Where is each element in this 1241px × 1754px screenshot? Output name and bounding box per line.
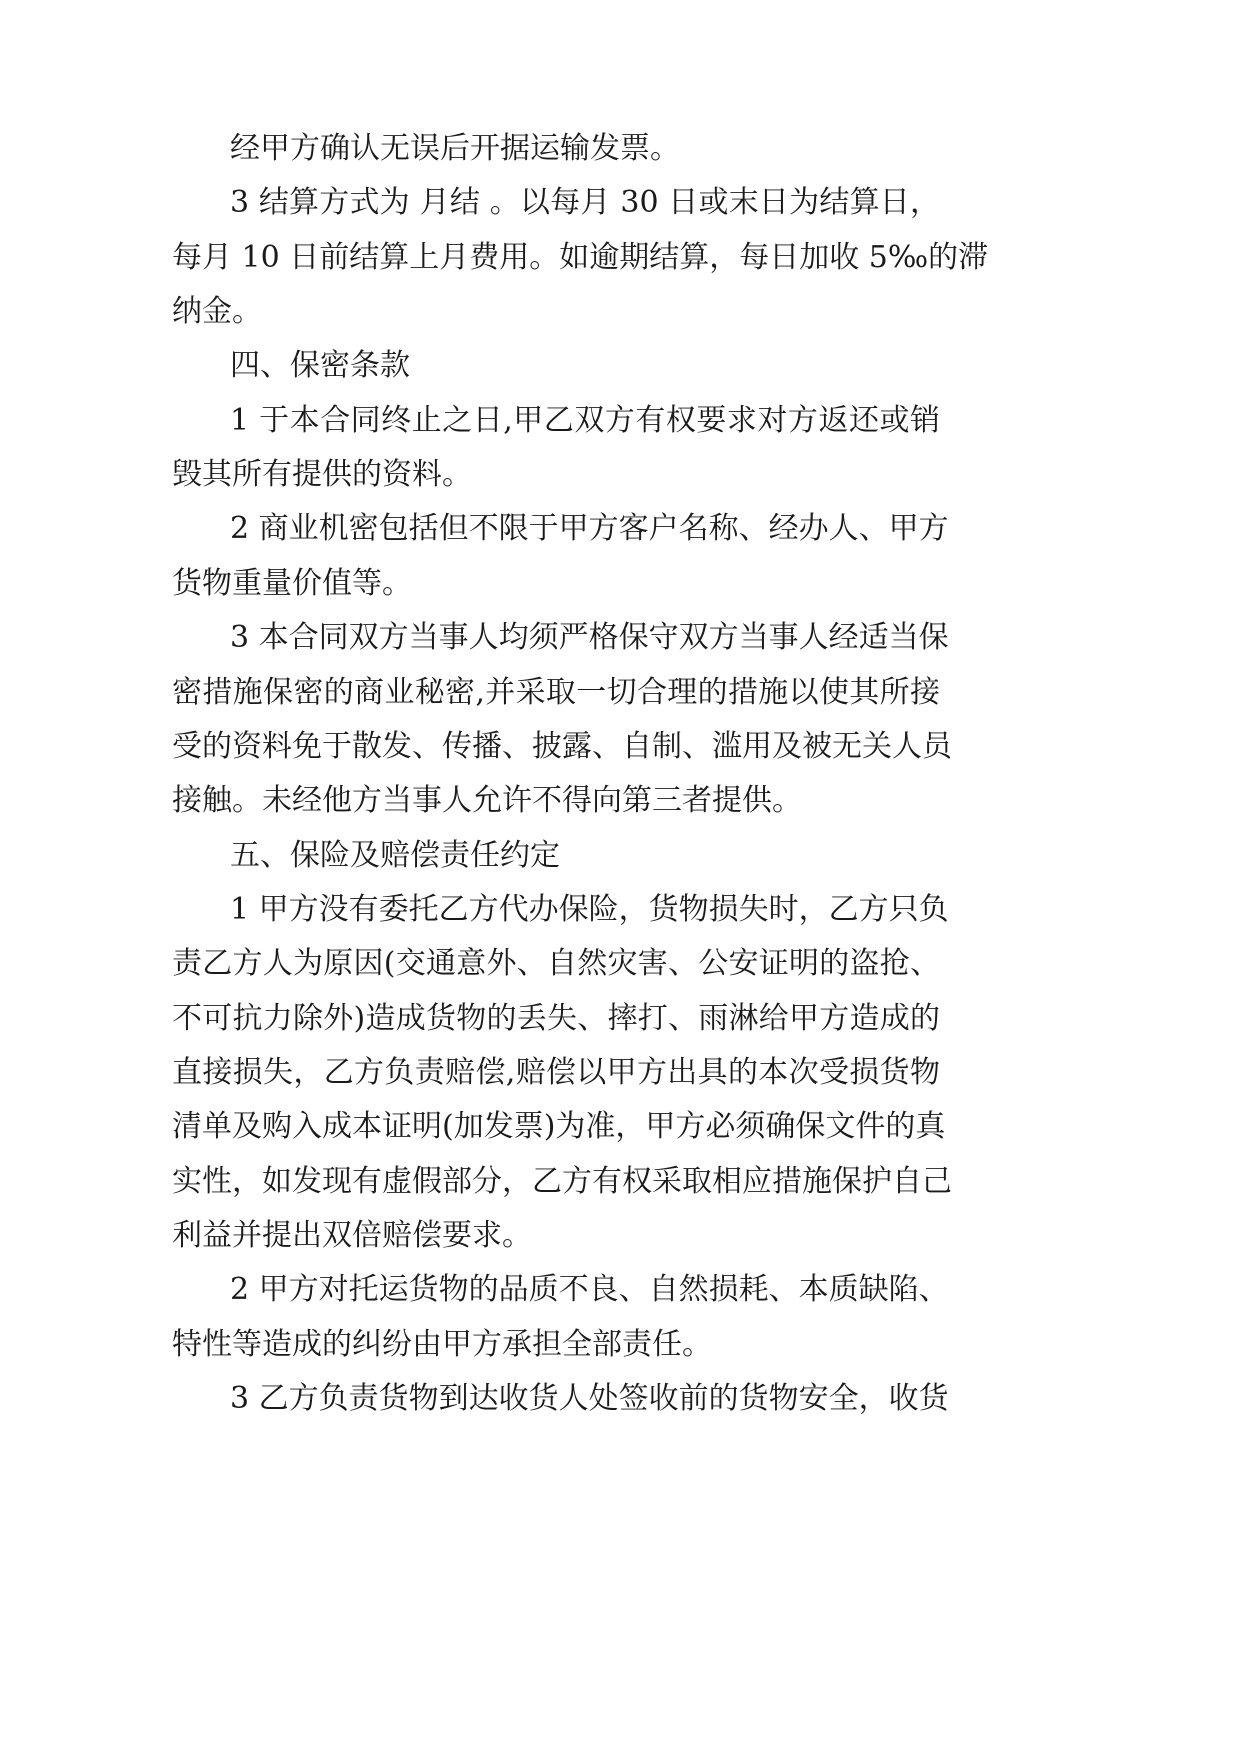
text-line: 纳金。 <box>172 294 262 329</box>
text-line: 责乙方人为原因(交通意外、自然灾害、公安证明的盗抢、 <box>172 946 940 981</box>
text-line: 四、保密条款 <box>230 348 410 383</box>
text-line: 五、保险及赔偿责任约定 <box>230 838 560 873</box>
text-line: 不可抗力除外)造成货物的丢失、摔打、雨淋给甲方造成的 <box>172 1001 940 1036</box>
text-line: 3 本合同双方当事人均须严格保守双方当事人经适当保 <box>230 620 949 655</box>
text-line: 清单及购入成本证明(加发票)为准，甲方必须确保文件的真 <box>172 1109 946 1144</box>
text-line: 2 商业机密包括但不限于甲方客户名称、经办人、甲方 <box>230 511 949 546</box>
text-line: 3 乙方负责货物到达收货人处签收前的货物安全，收货 <box>230 1381 949 1416</box>
text-line: 2 甲方对托运货物的品质不良、自然损耗、本质缺陷、 <box>230 1272 949 1307</box>
text-line: 直接损失，乙方负责赔偿,赔偿以甲方出具的本次受损货物 <box>172 1055 940 1090</box>
text-line: 1 甲方没有委托乙方代办保险，货物损失时，乙方只负 <box>230 892 949 927</box>
text-line: 实性，如发现有虚假部分，乙方有权采取相应措施保护自己 <box>172 1164 952 1199</box>
text-line: 密措施保密的商业秘密,并采取一切合理的措施以使其所接 <box>172 675 940 710</box>
text-line: 接触。未经他方当事人允许不得向第三者提供。 <box>172 783 802 818</box>
text-line: 1 于本合同终止之日,甲乙双方有权要求对方返还或销 <box>230 403 940 438</box>
text-line: 受的资料免于散发、传播、披露、自制、滥用及被无关人员 <box>172 729 952 764</box>
text-line: 利益并提出双倍赔偿要求。 <box>172 1218 532 1253</box>
text-line: 经甲方确认无误后开据运输发票。 <box>230 131 680 166</box>
text-line: 3 结算方式为 月结 。以每月 30 日或末日为结算日， <box>230 185 940 220</box>
text-line: 特性等造成的纠纷由甲方承担全部责任。 <box>172 1327 712 1362</box>
text-line: 毁其所有提供的资料。 <box>172 457 472 492</box>
text-line: 每月 10 日前结算上月费用。如逾期结算，每日加收 5‰的滞 <box>172 240 989 275</box>
text-line: 货物重量价值等。 <box>172 566 412 601</box>
